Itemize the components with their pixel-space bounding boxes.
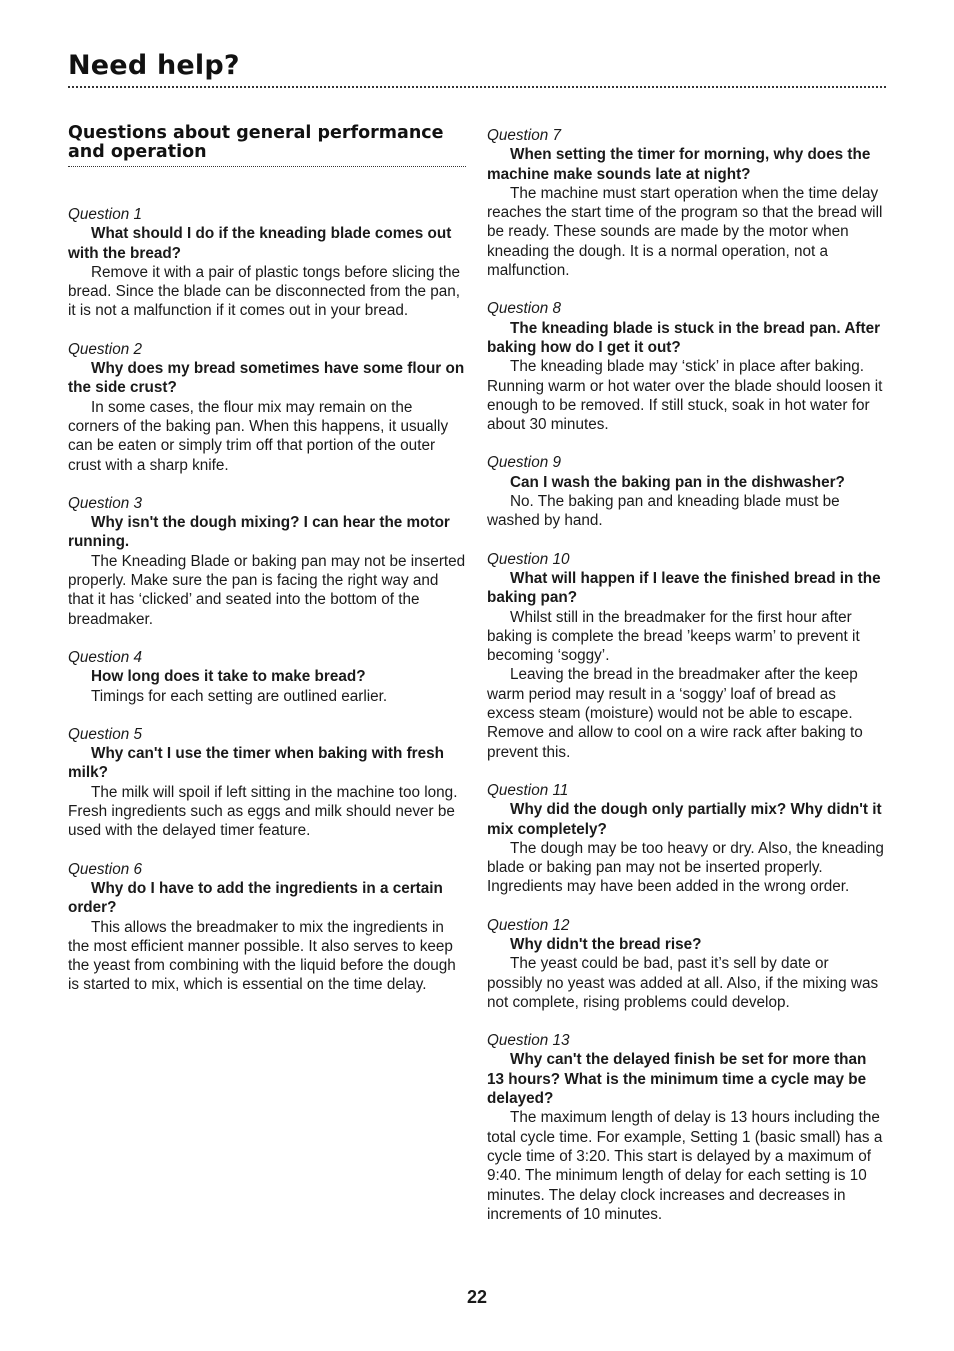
question-number: Question 5 <box>68 725 142 743</box>
faq-item <box>487 126 885 280</box>
section-heading-line-2: and operation <box>68 142 207 162</box>
section-divider <box>68 166 466 167</box>
answer-text: Leaving the bread in the breadmaker after the keep warm period may result in a ‘soggy’ loaf of bread as excess steam (moisture) would not be able to escape. Remove and allow to cool on a wire rack after baking to prevent this. <box>487 666 863 761</box>
faq-item <box>487 299 885 434</box>
question-number: Question 4 <box>68 648 142 666</box>
question-text: Why didn't the bread rise? <box>510 935 702 953</box>
question-number: Question 9 <box>487 454 561 472</box>
answer-text: The machine must start operation when the time delay reaches the start time of the program so that the bread will be ready. These sounds are made by the motor when kneading the dough. It is a normal operation, not a malfunction. <box>487 184 883 280</box>
question-number: Question 7 <box>487 127 561 144</box>
question-number: Question 13 <box>487 1032 570 1050</box>
faq-item <box>487 916 885 1012</box>
answer-text: Whilst still in the breadmaker for the first hour after baking is complete the bread ’keeps warm’ to prevent it becoming ‘soggy’. <box>487 608 860 665</box>
answer-text: Remove it with a pair of plastic tongs before slicing the bread. Since the blade can be disconnected from the pan, it is not a malfunction if it comes out in your bread. <box>68 263 461 320</box>
question-text: What will happen if I leave the finished bread in the baking pan? <box>487 569 881 607</box>
question-number: Question 8 <box>487 300 561 318</box>
section-heading-line-1: Questions about general performance <box>68 123 444 143</box>
right-column <box>487 126 885 1243</box>
question-text: The kneading blade is stuck in the bread pan. After baking how do I get it out? <box>487 319 881 356</box>
faq-item <box>68 725 466 841</box>
question-text: What should I do if the kneading blade comes out with the bread? <box>68 225 452 262</box>
page-number: 22 <box>466 1287 488 1307</box>
question-text: Why can't I use the timer when baking with fresh milk? <box>68 745 444 782</box>
answer-text: In some cases, the flour mix may remain on the corners of the baking pan. When this happens, it usually can be eaten or simply trim off that portion of the outer crust with a sharp knife. <box>68 398 449 474</box>
faq-item <box>68 860 466 995</box>
answer-text: The yeast could be bad, past it’s sell by date or possibly no yeast was added at all. Also, if the mixing was not complete, rising problems could develop. <box>487 955 879 1011</box>
answer-text: The maximum length of delay is 13 hours including the total cycle time. For example, Setting 1 (basic small) has a cycle time of 3:20. This start is delayed by a maximum of 9:40. The minimum length of delay for each setting is 10 minutes. The delay clock increases and decreases in increments of 10 minutes. <box>487 1109 883 1223</box>
faq-item <box>68 340 466 475</box>
section-heading <box>68 124 466 166</box>
answer-text: The dough may be too heavy or dry. Also, the kneading blade or baking pan may not be inserted properly. Ingredients may have been added in the wrong order. <box>487 839 884 896</box>
answer-text: The kneading blade may ‘stick’ in place after baking. Running warm or hot water over the blade should loosen it enough to be removed. If still stuck, soak in hot water for about 30 minutes. <box>487 358 883 434</box>
question-text: Can I wash the baking pan in the dishwasher? <box>510 473 845 491</box>
question-number: Question 3 <box>68 494 142 512</box>
question-text: Why does my bread sometimes have some flour on the side crust? <box>68 360 465 397</box>
question-text: How long does it take to make bread? <box>91 668 366 686</box>
answer-text: This allows the breadmaker to mix the ingredients in the most efficient manner possible. It also serves to keep the yeast from combining with the liquid before the dough is started to mix, which is essential on the time delay. <box>68 918 456 994</box>
faq-item <box>487 781 885 897</box>
left-column <box>68 124 466 1014</box>
faq-item <box>487 550 885 762</box>
question-text: Why isn't the dough mixing? I can hear the motor running. <box>68 514 450 551</box>
question-number: Question 1 <box>68 206 142 223</box>
question-number: Question 10 <box>487 550 570 568</box>
question-text: Why can't the delayed finish be set for more than 13 hours? What is the minimum time a cycle may be delayed? <box>487 1051 867 1108</box>
page-title: Need help? <box>68 50 240 81</box>
question-number: Question 2 <box>68 340 142 358</box>
answer-text: The milk will spoil if left sitting in the machine too long. Fresh ingredients such as eggs and milk should never be used with the delayed timer feature. <box>68 783 458 840</box>
faq-item <box>487 1031 885 1224</box>
answer-text: Timings for each setting are outlined earlier. <box>91 687 388 705</box>
question-number: Question 6 <box>68 860 142 878</box>
title-divider <box>68 86 886 88</box>
answer-text: No. The baking pan and kneading blade must be washed by hand. <box>487 493 840 530</box>
answer-text: The Kneading Blade or baking pan may not be inserted properly. Make sure the pan is facing the right way and that it has ‘clicked’ and seated into the bottom of the breadmaker. <box>68 552 466 628</box>
question-text: Why do I have to add the ingredients in a certain order? <box>68 879 443 917</box>
question-text: Why did the dough only partially mix? Why didn't it mix completely? <box>487 801 882 838</box>
faq-item <box>68 205 466 321</box>
question-number: Question 12 <box>487 916 570 934</box>
faq-item <box>68 494 466 629</box>
faq-item <box>487 453 885 530</box>
question-text: When setting the timer for morning, why does the machine make sounds late at night? <box>487 146 871 183</box>
question-number: Question 11 <box>487 781 569 799</box>
faq-item <box>68 648 466 706</box>
